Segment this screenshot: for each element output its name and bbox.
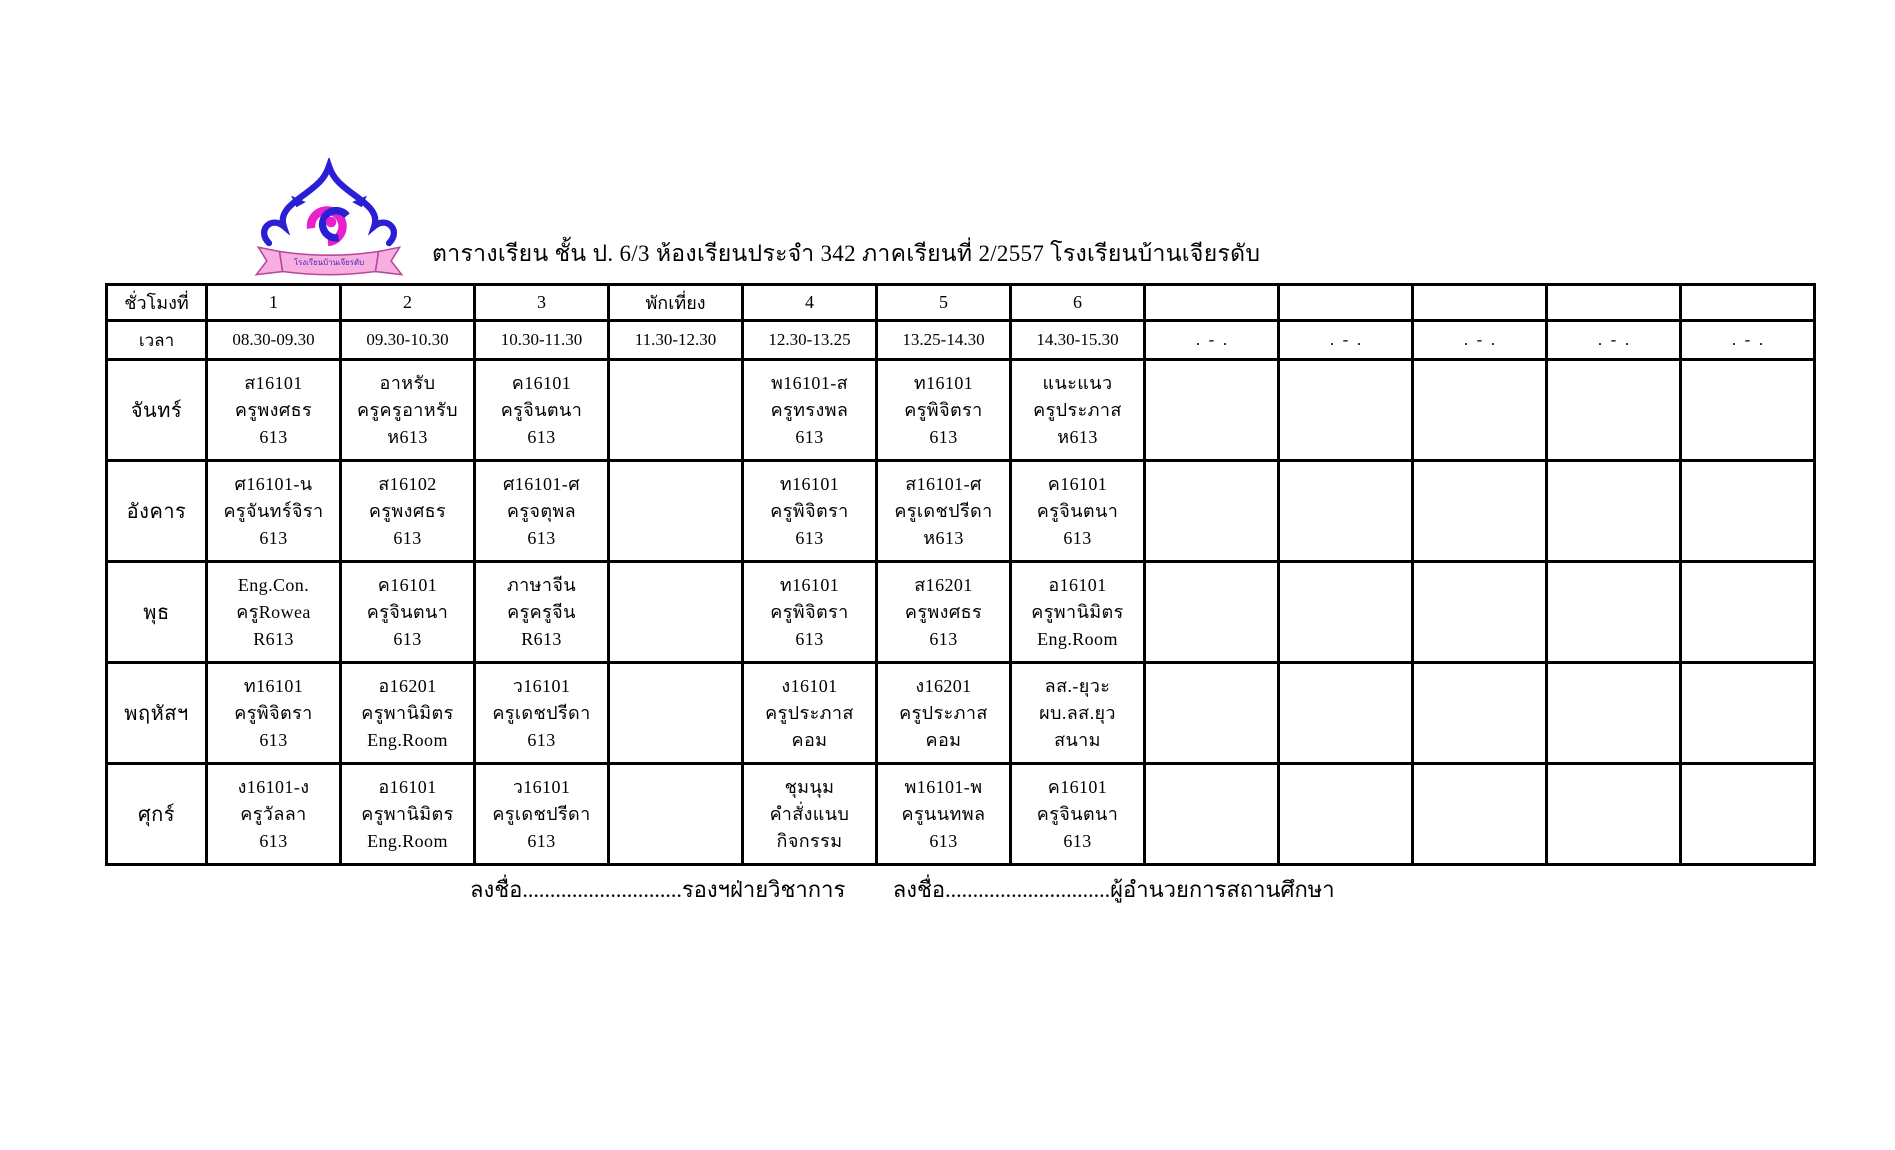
room-number: 613 [527, 729, 556, 750]
schedule-cell [207, 663, 341, 764]
subject-code: ค16101 [511, 372, 572, 393]
empty-cell [1547, 360, 1681, 461]
ribbon-banner [256, 247, 401, 274]
room-number: สนาม [1054, 729, 1101, 750]
room-number: R613 [253, 628, 294, 649]
empty-cell [1413, 360, 1547, 461]
period-number-header: พักเที่ยง [609, 285, 743, 321]
teacher-name: คำสั่งแนบ [769, 803, 850, 824]
day-row [107, 764, 1815, 865]
banner-text: โรงเรียนบ้านเจียรดับ [293, 258, 365, 268]
schedule-cell [341, 461, 475, 562]
empty-cell [1145, 764, 1279, 865]
subject-code: ว16101 [512, 675, 571, 696]
signature-academic-deputy: ลงชื่อ.............................รองฯฝ่ายวิชาการ [470, 877, 846, 902]
day-label: พุธ [107, 562, 207, 663]
schedule-cell [877, 562, 1011, 663]
teacher-name: ครูจตุพล [506, 500, 577, 521]
subject-code: อ16101 [378, 776, 437, 797]
room-number: R613 [521, 628, 562, 649]
empty-cell [1547, 764, 1681, 865]
teacher-name: ครูพานิมิตร [361, 803, 454, 824]
room-number: คอม [925, 729, 962, 750]
period-number-header [1681, 285, 1815, 321]
schedule-cell [877, 663, 1011, 764]
schedule-cell [743, 461, 877, 562]
teacher-name: ครูพิจิตรา [770, 500, 849, 521]
empty-cell [609, 360, 743, 461]
schedule-cell [475, 461, 609, 562]
room-number: คอม [791, 729, 828, 750]
empty-cell [1413, 461, 1547, 562]
subject-code: ศ16101-ศ [502, 473, 581, 494]
schedule-cell [207, 461, 341, 562]
room-number: 613 [929, 628, 958, 649]
subject-code: พ16101-ส [770, 372, 849, 393]
room-number: 613 [795, 527, 824, 548]
schedule-cell [341, 764, 475, 865]
subject-code: Eng.Con. [237, 574, 310, 595]
teacher-name: ผบ.ลส.ยุว [1039, 702, 1116, 723]
subject-code: ศ16101-น [234, 473, 313, 494]
time-range-header: 14.30-15.30 [1011, 321, 1145, 360]
subject-code: ส16101 [244, 372, 303, 393]
room-number: 613 [795, 628, 824, 649]
empty-cell [1413, 764, 1547, 865]
subject-code: ลส.-ยุวะ [1044, 675, 1111, 696]
schedule-cell [207, 360, 341, 461]
schedule-cell [743, 764, 877, 865]
room-number: 613 [259, 729, 288, 750]
timetable [105, 283, 1816, 866]
teacher-name: ครูพิจิตรา [234, 702, 313, 723]
empty-cell [1413, 663, 1547, 764]
teacher-name: ครูพิจิตรา [770, 601, 849, 622]
room-number: ห613 [1057, 426, 1098, 447]
room-number: 613 [1063, 527, 1092, 548]
room-number: 613 [929, 830, 958, 851]
day-label: ศุกร์ [107, 764, 207, 865]
period-number-header: 3 [475, 285, 609, 321]
teacher-name: ครูจินตนา [500, 399, 583, 420]
teacher-name: ครูประภาส [1033, 399, 1122, 420]
empty-cell [1413, 562, 1547, 663]
schedule-cell [475, 360, 609, 461]
empty-cell [1279, 461, 1413, 562]
schedule-cell [1011, 663, 1145, 764]
swirl-icon [311, 210, 347, 242]
schedule-cell [877, 360, 1011, 461]
subject-code: ค16101 [377, 574, 438, 595]
subject-code: อ16201 [378, 675, 437, 696]
room-number: ห613 [387, 426, 428, 447]
room-number: Eng.Room [1037, 628, 1118, 649]
period-number-header [1279, 285, 1413, 321]
signature-line [470, 872, 1335, 907]
room-number: 613 [929, 426, 958, 447]
subject-code: ชุมนุม [784, 776, 835, 797]
schedule-cell [1011, 360, 1145, 461]
teacher-name: ครูจินตนา [1036, 803, 1119, 824]
schedule-cell [341, 663, 475, 764]
teacher-name: ครูจินตนา [366, 601, 449, 622]
empty-cell [609, 764, 743, 865]
room-number: กิจกรรม [776, 830, 843, 851]
room-number: 613 [259, 426, 288, 447]
time-header-row [107, 321, 1815, 360]
teacher-name: ครูพานิมิตร [361, 702, 454, 723]
subject-code: ส16102 [378, 473, 437, 494]
teacher-name: ครูจินตนา [1036, 500, 1119, 521]
room-number: ห613 [923, 527, 964, 548]
teacher-name: ครูจันทร์จิรา [223, 500, 324, 521]
teacher-name: ครูพานิมิตร [1031, 601, 1124, 622]
subject-code: อาหรับ [379, 372, 436, 393]
subject-code: ส16101-ศ [905, 473, 982, 494]
teacher-name: ครูพิจิตรา [904, 399, 983, 420]
teacher-name: ครูเดชปรีดา [492, 803, 591, 824]
subject-code: ท16101 [779, 473, 840, 494]
teacher-name: ครูRowea [236, 601, 311, 622]
schedule-cell [341, 360, 475, 461]
subject-code: ค16101 [1047, 473, 1108, 494]
teacher-name: ครูประภาส [899, 702, 988, 723]
page-title: ตารางเรียน ชั้น ป. 6/3 ห้องเรียนประจำ 342 ภาคเรียนที่ 2/2557 โรงเรียนบ้านเจียรดับ [432, 241, 1261, 266]
teacher-name: ครูนนทพล [901, 803, 986, 824]
room-number: Eng.Room [367, 830, 448, 851]
empty-cell [609, 461, 743, 562]
time-range-header: . - . [1279, 321, 1413, 360]
room-number: 613 [393, 628, 422, 649]
schedule-cell [207, 562, 341, 663]
room-number: 613 [795, 426, 824, 447]
schedule-cell [475, 663, 609, 764]
room-number: 613 [527, 830, 556, 851]
period-number-header: 4 [743, 285, 877, 321]
period-number-header [1413, 285, 1547, 321]
empty-cell [609, 562, 743, 663]
schedule-cell [475, 764, 609, 865]
day-label: พฤหัสฯ [107, 663, 207, 764]
day-label: อังคาร [107, 461, 207, 562]
teacher-name: ครูครูจีน [507, 601, 576, 622]
day-row [107, 360, 1815, 461]
room-number: 613 [527, 527, 556, 548]
room-number: 613 [1063, 830, 1092, 851]
subject-code: ง16101 [781, 675, 838, 696]
teacher-name: ครูวัลลา [240, 803, 307, 824]
subject-code: ค16101 [1047, 776, 1108, 797]
room-number: 613 [259, 527, 288, 548]
hours-corner-label: ชั่วโมงที่ [107, 285, 207, 321]
period-number-header [1547, 285, 1681, 321]
subject-code: ว16101 [512, 776, 571, 797]
time-range-header: 11.30-12.30 [609, 321, 743, 360]
subject-code: อ16101 [1048, 574, 1107, 595]
empty-cell [1681, 663, 1815, 764]
room-number: Eng.Room [367, 729, 448, 750]
empty-cell [1145, 663, 1279, 764]
empty-cell [1681, 764, 1815, 865]
empty-cell [1145, 461, 1279, 562]
schedule-cell [743, 360, 877, 461]
subject-code: แนะแนว [1042, 372, 1113, 393]
teacher-name: ครูเดชปรีดา [492, 702, 591, 723]
subject-code: ส16201 [914, 574, 973, 595]
schedule-cell [743, 562, 877, 663]
subject-code: ท16101 [913, 372, 974, 393]
empty-cell [1681, 360, 1815, 461]
empty-cell [1145, 562, 1279, 663]
schedule-cell [1011, 764, 1145, 865]
time-range-header: 13.25-14.30 [877, 321, 1011, 360]
period-number-header: 1 [207, 285, 341, 321]
empty-cell [1279, 764, 1413, 865]
empty-cell [1547, 562, 1681, 663]
subject-code: ง16101-ง [237, 776, 310, 797]
time-range-header: 12.30-13.25 [743, 321, 877, 360]
teacher-name: ครูครูอาหรับ [357, 399, 458, 420]
subject-code: ง16201 [915, 675, 972, 696]
day-row [107, 461, 1815, 562]
empty-cell [1681, 461, 1815, 562]
teacher-name: ครูประภาส [765, 702, 854, 723]
empty-cell [1681, 562, 1815, 663]
teacher-name: ครูพงศธร [234, 399, 313, 420]
empty-cell [609, 663, 743, 764]
subject-code: พ16101-พ [904, 776, 983, 797]
room-number: 613 [259, 830, 288, 851]
time-corner-label: เวลา [107, 321, 207, 360]
time-range-header: 08.30-09.30 [207, 321, 341, 360]
empty-cell [1279, 663, 1413, 764]
day-row [107, 663, 1815, 764]
schedule-cell [743, 663, 877, 764]
schedule-cell [877, 764, 1011, 865]
period-number-header: 5 [877, 285, 1011, 321]
schedule-cell [1011, 562, 1145, 663]
subject-code: ภาษาจีน [506, 574, 577, 595]
teacher-name: ครูทรงพล [770, 399, 849, 420]
period-number-header: 6 [1011, 285, 1145, 321]
schedule-cell [475, 562, 609, 663]
time-range-header: . - . [1145, 321, 1279, 360]
period-header-row [107, 285, 1815, 321]
empty-cell [1547, 663, 1681, 764]
schedule-cell [207, 764, 341, 865]
empty-cell [1279, 562, 1413, 663]
school-logo [250, 158, 408, 286]
time-range-header: . - . [1547, 321, 1681, 360]
signature-director: ลงชื่อ..............................ผู้อำนวยการสถานศึกษา [892, 877, 1335, 902]
day-label: จันทร์ [107, 360, 207, 461]
empty-cell [1145, 360, 1279, 461]
day-row [107, 562, 1815, 663]
room-number: 613 [527, 426, 556, 447]
subject-code: ท16101 [243, 675, 304, 696]
teacher-name: ครูเดชปรีดา [894, 500, 993, 521]
teacher-name: ครูพงศธร [904, 601, 983, 622]
schedule-cell [1011, 461, 1145, 562]
schedule-cell [341, 562, 475, 663]
schedule-cell [877, 461, 1011, 562]
time-range-header: 09.30-10.30 [341, 321, 475, 360]
time-range-header: . - . [1681, 321, 1815, 360]
room-number: 613 [393, 527, 422, 548]
time-range-header: . - . [1413, 321, 1547, 360]
empty-cell [1279, 360, 1413, 461]
time-range-header: 10.30-11.30 [475, 321, 609, 360]
empty-cell [1547, 461, 1681, 562]
subject-code: ท16101 [779, 574, 840, 595]
teacher-name: ครูพงศธร [368, 500, 447, 521]
period-number-header [1145, 285, 1279, 321]
period-number-header: 2 [341, 285, 475, 321]
